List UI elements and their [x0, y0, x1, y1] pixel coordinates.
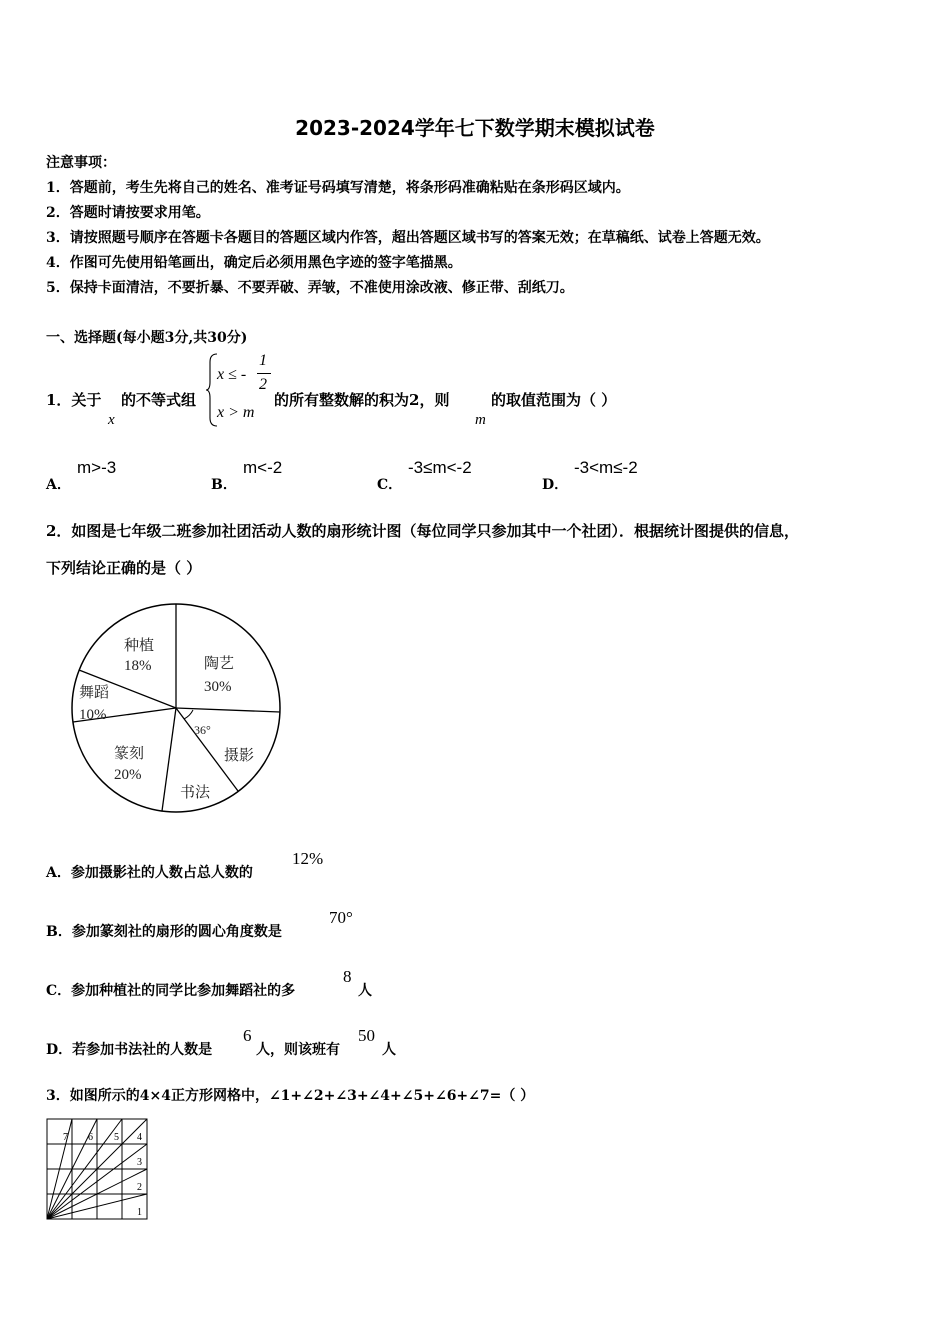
q1-mid: 的不等式组 [121, 391, 197, 409]
slice-label-taoyi: 陶艺 [204, 656, 235, 672]
q2-option-d-value2: 50 [358, 1026, 375, 1045]
angle-label-4: 4 [137, 1132, 142, 1143]
q2-option-d-label[interactable]: D．若参加书法社的人数是 [46, 1042, 213, 1058]
slice-pct-zhuanke: 20% [114, 767, 142, 783]
q2-option-b-value: 70° [329, 908, 353, 927]
q2-option-d-mid: 人，则该班有 [256, 1042, 340, 1058]
notice-item: 5．保持卡面清洁，不要折暴、不要弄破、弄皱，不准使用涂改液、修正带、刮纸刀。 [46, 280, 574, 296]
q3-text: 3．如图所示的4×4正方形网格中，∠1+∠2+∠3+∠4+∠5+∠6+∠7=（ ） [46, 1088, 535, 1104]
q1-suffix1: 的所有整数解的积为2，则 [274, 391, 450, 409]
section-heading: 一、选择题(每小题3分,共30分) [46, 330, 248, 346]
q1-option-b-label[interactable]: B． [211, 477, 237, 493]
slice-label-wudao: 舞蹈 [79, 685, 110, 701]
q2-line1: 2．如图是七年级二班参加社团活动人数的扇形统计图（每位同学只参加其中一个社团）．根据统计图提供的信息， [46, 522, 799, 540]
angle-label-2: 2 [137, 1182, 142, 1193]
q1-option-a-label[interactable]: A． [46, 477, 71, 493]
q2-option-a-value: 12% [292, 849, 324, 868]
q2-line2: 下列结论正确的是（ ） [46, 559, 202, 577]
slice-label-zhongzhi: 种植 [124, 638, 155, 654]
q1-prefix: 1．关于 [46, 391, 102, 409]
q2-option-d-value: 6 [243, 1026, 252, 1045]
q1-frac-den: 2 [259, 376, 267, 393]
q1-ineq2: x > m [217, 404, 255, 421]
q1-option-d-expr: -3<m≤-2 [574, 458, 638, 477]
angle-label-5: 5 [114, 1132, 119, 1143]
q2-option-c-value: 8 [343, 967, 352, 986]
q1-option-c-expr: -3≤m<-2 [408, 458, 472, 477]
slice-pct-zhongzhi: 18% [124, 658, 152, 674]
slice-pct-wudao: 10% [79, 707, 107, 723]
notice-item: 3．请按照题号顺序在答题卡各题目的答题区域内作答，超出答题区域书写的答案无效；在草稿纸、试卷上答题无效。 [46, 230, 770, 246]
slice-label-shufa: 书法 [180, 785, 211, 801]
q2-option-b-label[interactable]: B．参加篆刻社的扇形的圆心角度数是 [46, 924, 282, 940]
q1-frac-num: 1 [259, 352, 267, 369]
notice-heading: 注意事项： [46, 155, 116, 171]
notice-item: 1．答题前，考生先将自己的姓名、准考证号码填写清楚，将条形码准确粘贴在条形码区域内。 [46, 180, 630, 196]
q2-option-c-label[interactable]: C．参加种植社的同学比参加舞蹈社的多 [46, 983, 296, 999]
slice-pct-taoyi: 30% [204, 679, 232, 695]
page-title: 2023-2024学年七下数学期末模拟试卷 [295, 116, 655, 140]
notice-item: 4．作图可先使用铅笔画出，确定后必须用黑色字迹的签字笔描黑。 [46, 255, 462, 271]
q1-suffix2: 的取值范围为（ ） [491, 391, 617, 409]
q1-ineq1: x ≤ - [217, 366, 247, 383]
q2-option-d-tail: 人 [382, 1042, 396, 1058]
angle-label-1: 1 [137, 1207, 142, 1218]
angle-grid-figure [44, 1116, 152, 1224]
q1-option-d-label[interactable]: D． [542, 477, 569, 493]
angle-label-6: 6 [88, 1132, 93, 1143]
q1-option-c-label[interactable]: C． [377, 477, 403, 493]
q2-option-a-label[interactable]: A．参加摄影社的人数占总人数的 [46, 865, 253, 881]
angle-label-7: 7 [63, 1132, 68, 1143]
fraction-bar [257, 373, 271, 374]
slice-label-zhuanke: 篆刻 [114, 746, 145, 762]
notice-item: 2．答题时请按要求用笔。 [46, 205, 210, 221]
angle-label-3: 3 [137, 1157, 142, 1168]
q2-option-c-tail: 人 [358, 983, 372, 999]
q1-option-a-expr: m>-3 [77, 458, 117, 477]
pie-chart [66, 598, 288, 820]
q1-var-x: x [108, 412, 115, 428]
q1-option-b-expr: m<-2 [243, 458, 283, 477]
angle-label: 36° [194, 723, 211, 737]
q1-var-m: m [475, 412, 486, 428]
slice-label-sheying: 摄影 [224, 748, 255, 764]
